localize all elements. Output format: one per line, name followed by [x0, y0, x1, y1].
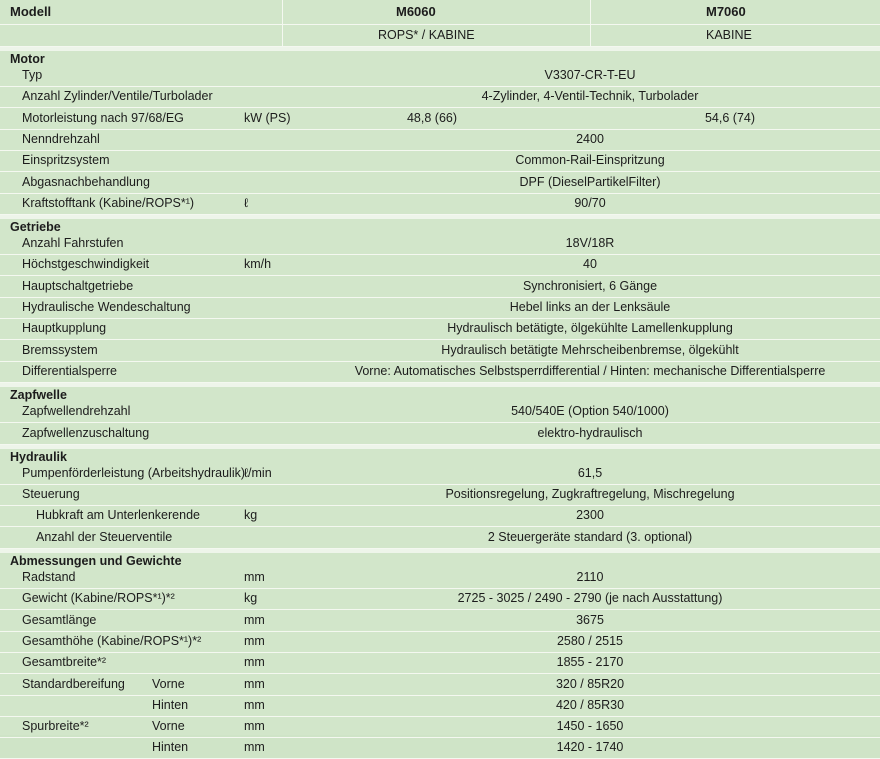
spec-unit: mm [244, 676, 265, 691]
spec-value: 320 / 85R20 [555, 676, 625, 691]
spec-unit: kg [244, 508, 258, 523]
spec-value: 420 / 85R30 [555, 697, 625, 712]
spec-row [0, 695, 880, 717]
model-heading: Modell [10, 4, 52, 19]
spec-row [0, 86, 880, 108]
spec-row [0, 652, 880, 674]
spec-value: 540/540E (Option 540/1000) [511, 404, 669, 419]
spec-value: 2 Steuergeräte standard (3. optional) [487, 529, 693, 544]
spec-row [0, 172, 880, 194]
spec-value: 1420 - 1740 [556, 740, 624, 755]
spec-sublabel: Hinten [152, 697, 189, 712]
spec-value: 1450 - 1650 [556, 719, 624, 734]
spec-label: Hauptkupplung [22, 321, 107, 336]
spec-label: Steuerung [22, 487, 80, 502]
spec-row [0, 674, 880, 696]
spec-value: V3307-CR-T-EU [544, 68, 636, 82]
spec-value: Hebel links an der Lenksäule [509, 300, 671, 314]
spec-label: Differentialsperre [22, 363, 117, 378]
variant-m6060: ROPS* / KABINE [378, 28, 475, 42]
spec-unit: mm [244, 719, 265, 734]
spec-value: Synchronisiert, 6 Gänge [522, 278, 658, 293]
spec-row [0, 505, 880, 527]
spec-unit: km/h [244, 257, 272, 272]
spec-value: 2580 / 2515 [556, 633, 624, 648]
spec-value: 4-Zylinder, 4-Ventil-Technik, Turbolader [481, 89, 699, 104]
spec-row [0, 631, 880, 653]
spec-sublabel: Hinten [152, 740, 189, 755]
spec-row [0, 129, 880, 151]
spec-value: 3675 [576, 612, 604, 627]
spec-unit: mm [244, 633, 265, 648]
spec-row [0, 423, 880, 445]
spec-row [0, 588, 880, 610]
spec-row [0, 65, 880, 87]
spec-row [0, 737, 880, 759]
section-title-zapfwelle: Zapfwelle [10, 388, 67, 403]
section-title-abmessungen-und-gewichte: Abmessungen und Gewichte [10, 554, 182, 568]
spec-row [0, 361, 880, 383]
spec-label: Spurbreite*² [22, 719, 89, 734]
spec-label: Gesamtlänge [22, 612, 97, 627]
model-m6060: M6060 [396, 4, 436, 19]
spec-value: Hydraulisch betätigte, ölgekühlte Lamellenkupplung [447, 321, 733, 336]
spec-label: Hubkraft am Unterlenkerende [36, 508, 200, 523]
spec-value: Hydraulisch betätigte Mehrscheibenbremse, ölgekühlt [441, 342, 739, 357]
spec-label: Bremssystem [22, 342, 98, 357]
spec-row [0, 150, 880, 172]
spec-label: Einspritzsystem [22, 153, 110, 168]
header-variant-row [0, 24, 880, 47]
spec-label: Pumpenförderleistung (Arbeitshydraulik) [22, 465, 246, 480]
spec-label: Motorleistung nach 97/68/EG [22, 110, 184, 125]
spec-label: Radstand [22, 570, 76, 584]
spec-label: Anzahl Zylinder/Ventile/Turbolader [22, 89, 213, 104]
spec-value: elektro-hydraulisch [537, 425, 643, 440]
spec-row [0, 276, 880, 298]
spec-value: Positionsregelung, Zugkraftregelung, Mischregelung [445, 487, 735, 502]
spec-row [0, 610, 880, 632]
section-gap [0, 47, 880, 51]
spec-label: Standardbereifung [22, 676, 125, 691]
spec-unit: mm [244, 655, 265, 670]
spec-unit: mm [244, 612, 265, 627]
spec-label: Zapfwellenzuschaltung [22, 425, 150, 440]
spec-label: Hydraulische Wendeschaltung [22, 300, 191, 314]
spec-row [0, 297, 880, 319]
spec-unit: mm [244, 570, 265, 584]
spec-value: Common-Rail-Einspritzung [515, 153, 665, 168]
spec-value: 90/70 [574, 195, 606, 210]
spec-row [0, 193, 880, 215]
spec-value: Vorne: Automatisches Selbstsperrdifferential / Hinten: mechanische Differentialsperre [354, 363, 826, 378]
spec-value: 1855 - 2170 [556, 655, 624, 670]
spec-row [0, 254, 880, 276]
section-title-getriebe: Getriebe [10, 220, 61, 235]
spec-value: 2400 [576, 131, 604, 146]
section-gap [0, 549, 880, 553]
spec-label: Gesamtbreite*² [22, 655, 107, 670]
spec-unit: kg [244, 591, 258, 606]
spec-label: Gewicht (Kabine/ROPS*¹)*² [22, 591, 175, 606]
spec-label: Abgasnachbehandlung [22, 174, 150, 189]
spec-unit: mm [244, 697, 265, 712]
spec-row [0, 401, 880, 423]
spec-label: Kraftstofftank (Kabine/ROPS*¹) [22, 195, 195, 210]
header-row [0, 0, 880, 25]
spec-row [0, 318, 880, 340]
spec-value: 61,5 [577, 465, 603, 480]
spec-label: Anzahl Fahrstufen [22, 236, 124, 251]
spec-value: 18V/18R [565, 236, 615, 251]
spec-label: Höchstgeschwindigkeit [22, 257, 150, 272]
spec-unit: kW (PS) [244, 110, 291, 125]
spec-label: Nenndrehzahl [22, 131, 100, 146]
spec-value: 2110 [576, 570, 604, 584]
spec-label: Hauptschaltgetriebe [22, 278, 134, 293]
spec-unit: ℓ [244, 195, 249, 210]
spec-value: 2725 - 3025 / 2490 - 2790 (je nach Ausstattung) [457, 591, 723, 606]
spec-row [0, 484, 880, 506]
spec-unit: ℓ/min [244, 465, 272, 480]
spec-unit: mm [244, 740, 265, 755]
spec-row [0, 463, 880, 485]
spec-row [0, 527, 880, 549]
spec-sublabel: Vorne [152, 719, 185, 734]
spec-row [0, 567, 880, 589]
spec-row [0, 340, 880, 362]
section-title-hydraulik: Hydraulik [10, 449, 67, 464]
spec-label: Anzahl der Steuerventile [36, 529, 173, 544]
section-title-motor: Motor [10, 52, 45, 66]
section-gap [0, 383, 880, 387]
section-gap [0, 445, 880, 449]
spec-label: Typ [22, 68, 43, 82]
spec-label: Gesamthöhe (Kabine/ROPS*¹)*² [22, 633, 202, 648]
spec-row [0, 233, 880, 255]
variant-m7060: KABINE [706, 28, 752, 42]
spec-value-m6060: 48,8 (66) [406, 110, 458, 125]
section-gap [0, 215, 880, 219]
spec-value: 2300 [576, 508, 604, 523]
spec-sublabel: Vorne [152, 676, 185, 691]
spec-value: DPF (DieselPartikelFilter) [519, 174, 661, 189]
spec-value: 40 [583, 257, 597, 272]
model-m7060: M7060 [706, 4, 746, 19]
spec-value-m7060: 54,6 (74) [704, 110, 756, 125]
spec-row [0, 108, 880, 130]
spec-label: Zapfwellendrehzahl [22, 404, 131, 419]
